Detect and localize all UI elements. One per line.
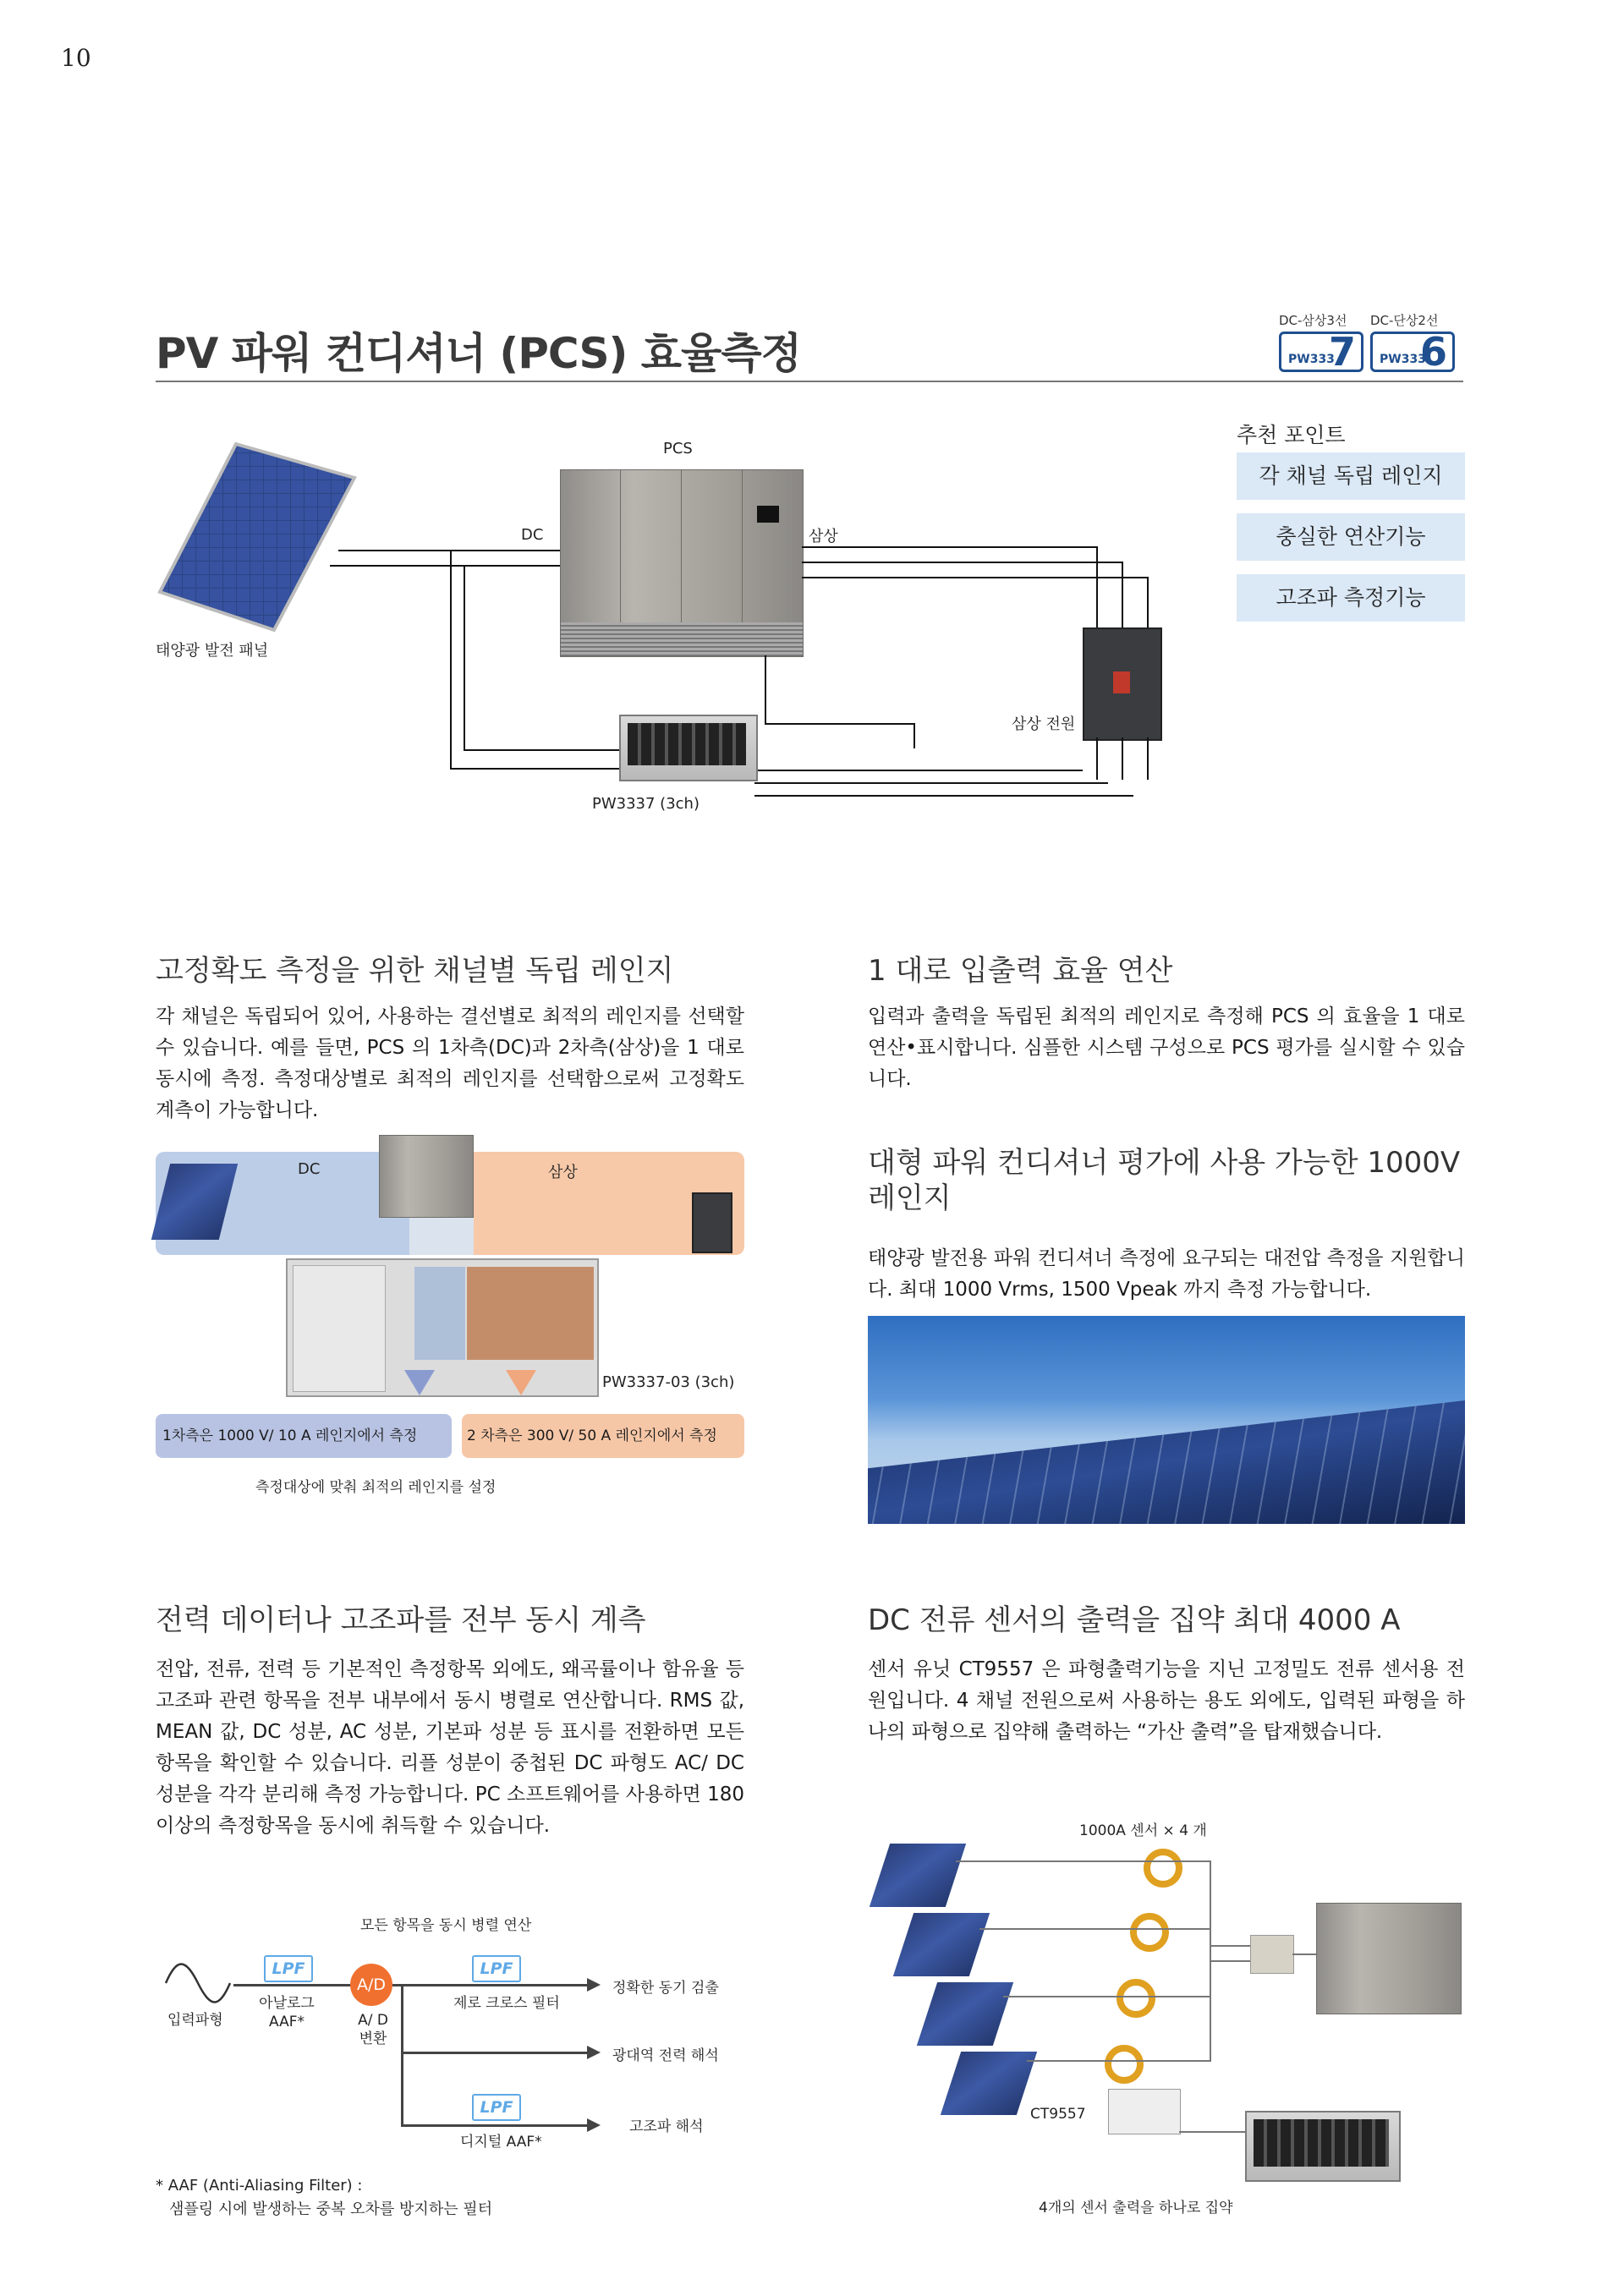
section-heading: 전력 데이터나 고조파를 전부 동시 계측 xyxy=(156,1603,646,1637)
lpf-analog-icon: LPF xyxy=(264,1955,313,1982)
section-body: 전압, 전류, 전력 등 기본적인 측정항목 외에도, 왜곡률이나 함유율 등 고조파 관련 항목을 전부 내부에서 동시 병렬로 연산합니다. RMS 값, MEAN 값, DC 성분, AC 성분, 기본파 성분 등 표시를 전환하면 모든 항목을 확인할 수 있습니다. 리플 성분이 중첩된 DC 파형도 AC/ DC 성분을 각각 분리해 측정 가능합니다. PC 소프트웨어를 사용하면 180 이상의 측정항목을 동시에 취득할 수 있습니다. xyxy=(156,1658,744,1837)
analog-label: 아날로그 xyxy=(259,1995,315,2012)
badge-model: PW333 xyxy=(1380,353,1426,366)
wideband-label: 광대역 전력 해석 xyxy=(612,2047,719,2064)
badge-digit: 7 xyxy=(1328,329,1356,375)
solar-panel-icon xyxy=(941,2052,1037,2115)
solar-panel-icon xyxy=(870,1844,966,1907)
solar-panel-image xyxy=(156,440,359,634)
zero-cross-label: 제로 크로스 필터 xyxy=(453,1995,560,2012)
three-phase-label: 삼상 xyxy=(548,1164,578,1181)
pw3337-instrument-image xyxy=(619,715,758,781)
page-title: PV 파워 컨디셔너 (PCS) 효율측정 xyxy=(156,329,801,378)
power-label: 삼상 전원 xyxy=(1012,715,1076,733)
model-badge-pw3337 xyxy=(1279,329,1363,375)
breaker-icon xyxy=(692,1192,732,1253)
sensor-label: 1000A 센서 × 4 개 xyxy=(1079,1822,1207,1839)
flow-top-label: 모든 항목을 동시 병렬 연산 xyxy=(360,1917,532,1934)
section-heading xyxy=(868,1145,1460,1216)
badge-caption-1: DC-삼상3선 xyxy=(1279,313,1347,328)
three-phase-label: 삼상 xyxy=(809,528,838,545)
digital-aaf-label: 디지털 AAF* xyxy=(460,2134,542,2151)
badge-digit: 6 xyxy=(1419,329,1447,375)
recommend-item: 충실한 연산기능 xyxy=(1237,513,1465,561)
arrow-right-icon xyxy=(587,1978,601,1992)
recommend-title: 추천 포인트 xyxy=(1237,423,1346,447)
section-body: 태양광 발전용 파워 컨디셔너 측정에 요구되는 대전압 측정을 지원합니다. 최대 1000 Vrms, 1500 Vpeak 까지 측정 가능합니다. xyxy=(868,1247,1465,1301)
arrow-right-icon xyxy=(587,2046,601,2059)
page-number: 10 xyxy=(61,44,91,72)
arrow-right-icon xyxy=(587,2118,601,2132)
breaker-image xyxy=(1083,627,1162,741)
section-heading: 고정확도 측정을 위한 채널별 독립 레인지 xyxy=(156,954,674,988)
pcs-cabinet-icon xyxy=(379,1135,474,1218)
solar-farm-photo xyxy=(868,1316,1465,1524)
title-divider xyxy=(156,381,1463,382)
dc-label: DC xyxy=(298,1160,321,1178)
panel-label: 태양광 발전 패널 xyxy=(156,642,269,660)
sine-wave-icon xyxy=(164,1962,232,2004)
instrument-label: PW3337 (3ch) xyxy=(592,795,700,813)
heading-line: 대형 파워 컨디셔너 평가에 사용 가능한 1000V xyxy=(868,1146,1461,1180)
heading-line: 레인지 xyxy=(868,1181,952,1215)
recommend-item: 고조파 측정기능 xyxy=(1237,574,1465,622)
section-body: 센서 유닛 CT9557 은 파형출력기능을 지닌 고정밀도 전류 센서용 전원입니다. 4 채널 전원으로써 사용하는 용도 외에도, 입력된 파형을 하나의 파형으로 집약해 출력하는 “가산 출력”을 탑재했습니다. xyxy=(868,1658,1465,1743)
section-body: 입력과 출력을 독립된 최적의 레인지로 측정해 PCS 의 효율을 1 대로 연산•표시합니다. 심플한 시스템 구성으로 PCS 평가를 실시할 수 있습니다. xyxy=(868,1006,1465,1090)
pcs-label: PCS xyxy=(663,440,693,458)
pw3337-instrument-icon xyxy=(1245,2111,1401,2182)
ct9557-unit-icon xyxy=(1108,2089,1181,2134)
lpf-zero-cross-icon: LPF xyxy=(472,1955,521,1982)
section-body: 각 채널은 독립되어 있어, 사용하는 결선별로 최적의 레인지를 선택할 수 있습니다. 예를 들면, PCS 의 1차측(DC)과 2차측(삼상)을 1 대로 동시에 측정. 측정대상별로 최적의 레인지를 선택함으로써 고정확도 계측이 가능합니다. xyxy=(156,1006,744,1121)
input-wave-label: 입력파형 xyxy=(167,2012,223,2029)
footnote-term: * AAF (Anti-Aliasing Filter) : xyxy=(156,2177,363,2195)
solar-panel-icon xyxy=(917,1982,1013,2046)
model-label: PW3337-03 (3ch) xyxy=(602,1373,735,1391)
section-heading: DC 전류 센서의 출력을 집약 최대 4000 A xyxy=(868,1603,1401,1637)
junction-box-icon xyxy=(1250,1935,1294,1974)
primary-range-pill xyxy=(156,1414,452,1458)
pcs-cabinet-image xyxy=(560,469,804,657)
model-badge-pw3336 xyxy=(1370,329,1455,375)
sync-label: 정확한 동기 검출 xyxy=(612,1980,719,1997)
solar-panel-icon xyxy=(893,1913,990,1976)
secondary-range-text: 2 차측은 300 V/ 50 A 레인지에서 측정 xyxy=(467,1427,717,1444)
dc-label: DC xyxy=(521,526,544,544)
harmonic-label: 고조파 해석 xyxy=(629,2118,704,2135)
conversion-label: 변환 xyxy=(359,2030,387,2047)
section-heading: 1 대로 입출력 효율 연산 xyxy=(868,954,1173,988)
badge-caption-2: DC-단상2선 xyxy=(1370,313,1439,328)
lpf-digital-icon: LPF xyxy=(472,2094,521,2121)
clamp-sensor-icon xyxy=(1105,2045,1144,2084)
badge-model: PW333 xyxy=(1288,353,1335,366)
ad-conversion-label xyxy=(354,2011,392,2048)
figure-caption: 측정대상에 맞춰 최적의 레인지를 설정 xyxy=(255,1479,497,1496)
clamp-sensor-icon xyxy=(1144,1849,1182,1888)
aaf-label: AAF* xyxy=(268,2014,304,2030)
clamp-sensor-icon xyxy=(1130,1913,1169,1952)
recommend-item: 각 채널 독립 레인지 xyxy=(1237,452,1465,500)
ad-converter-icon: A/D xyxy=(350,1964,392,2006)
solar-panel-icon xyxy=(156,440,359,634)
pcs-cabinet-icon xyxy=(1316,1903,1462,2014)
figure-caption: 4개의 센서 출력을 하나로 집약 xyxy=(1039,2200,1233,2217)
ad-label: A/ D xyxy=(358,2012,388,2029)
analog-aaf-label xyxy=(257,1994,316,2031)
ct9557-label: CT9557 xyxy=(1030,2106,1086,2123)
secondary-range-pill xyxy=(462,1414,744,1458)
clamp-sensor-icon xyxy=(1116,1979,1155,2018)
footnote-desc: 샘플링 시에 발생하는 중복 오차를 방지하는 필터 xyxy=(169,2200,493,2218)
pw3337-rear-panel-image xyxy=(286,1258,599,1397)
primary-range-text: 1차측은 1000 V/ 10 A 레인지에서 측정 xyxy=(162,1427,418,1444)
